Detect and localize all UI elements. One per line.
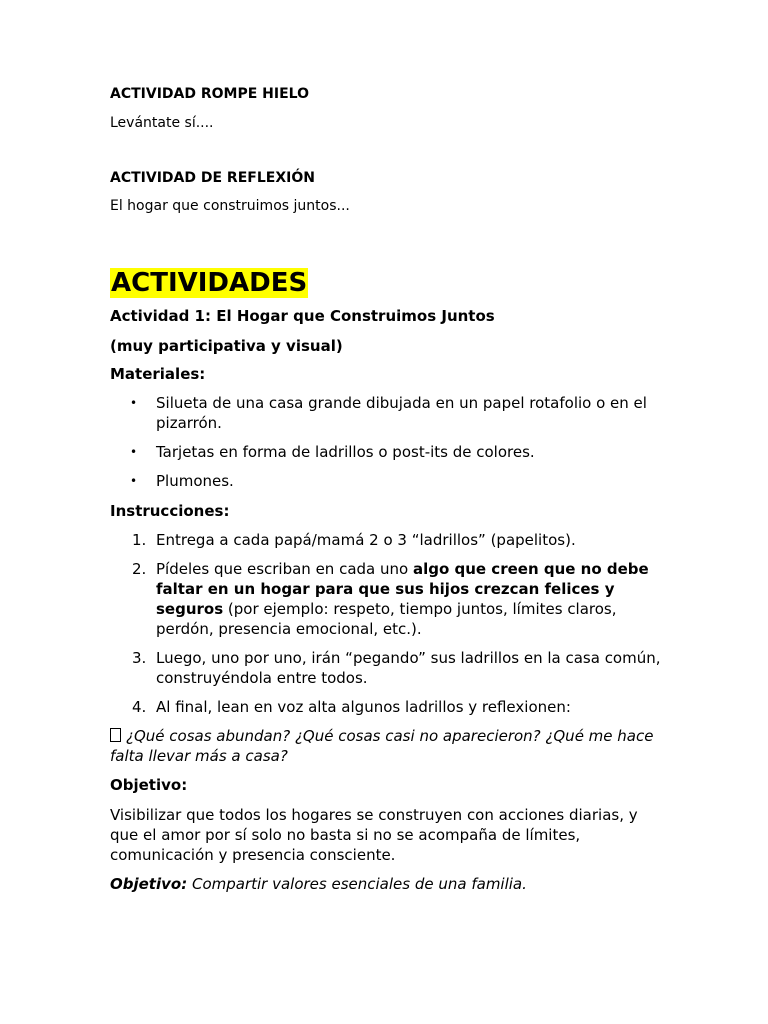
step-text: Al final, lean en voz alta algunos ladrillos y reflexionen: [156,698,571,716]
list-item [110,530,670,550]
heading-reflexion: ACTIVIDAD DE REFLEXIÓN [110,170,315,186]
bullet-marker: • [130,445,138,459]
objective-2 [110,874,670,894]
step-text: Entrega a cada papá/mamá 2 o 3 “ladrillos” (papelitos). [156,531,576,549]
list-item [110,559,670,639]
reflection-questions [110,726,670,766]
step-number: 1. [132,531,147,549]
questions-text: ¿Qué cosas abundan? ¿Qué cosas casi no aparecieron? ¿Qué me hace falta llevar más a casa? [110,727,654,765]
materials-list [110,393,670,491]
material-text: Tarjetas en forma de ladrillos o post-its de colores. [156,443,535,461]
objective-label: Objetivo: [110,776,188,794]
missing-glyph-icon [110,728,121,742]
bullet-marker: • [130,474,138,488]
activity-title: Actividad 1: El Hogar que Construimos Juntos [110,307,495,325]
step-number: 2. [132,560,147,578]
list-item [110,393,670,433]
step-text-pre: Pídeles que escriban en cada uno [156,560,413,578]
materials-label: Materiales: [110,365,206,383]
bullet-marker: • [130,396,138,410]
material-text: Silueta de una casa grande dibujada en un papel rotafolio o en el pizarrón. [156,394,647,432]
objective-2-text: Compartir valores esenciales de una familia. [187,875,527,893]
step-number: 4. [132,698,147,716]
list-item [110,648,670,688]
text-hogar: El hogar que construimos juntos... [110,198,350,214]
document-page [110,84,670,894]
step-text-bold: algo que creen que no debe faltar en un hogar para que sus hijos crezcan felices y seguros [156,560,649,618]
list-item [110,471,670,491]
step-text: Luego, uno por uno, irán “pegando” sus ladrillos en la casa común, construyéndola entre todos. [156,649,661,687]
activities-title: ACTIVIDADES [111,268,308,298]
heading-rompe-hielo: ACTIVIDAD ROMPE HIELO [110,86,309,102]
activity-subtitle: (muy participativa y visual) [110,337,343,355]
objective-2-label: Objetivo: [110,875,188,893]
text-levantate: Levántate sí.... [110,115,214,131]
list-item [110,442,670,462]
instructions-list [110,530,670,717]
material-text: Plumones. [156,472,234,490]
step-text-post: (por ejemplo: respeto, tiempo juntos, límites claros, perdón, presencia emocional, etc.). [156,600,617,638]
objective-text: Visibilizar que todos los hogares se construyen con acciones diarias, y que el amor por sí solo no basta si no se acompaña de límites, comunicación y presencia consciente. [110,806,638,864]
instructions-label: Instrucciones: [110,502,230,520]
list-item [110,697,670,717]
step-number: 3. [132,649,147,667]
